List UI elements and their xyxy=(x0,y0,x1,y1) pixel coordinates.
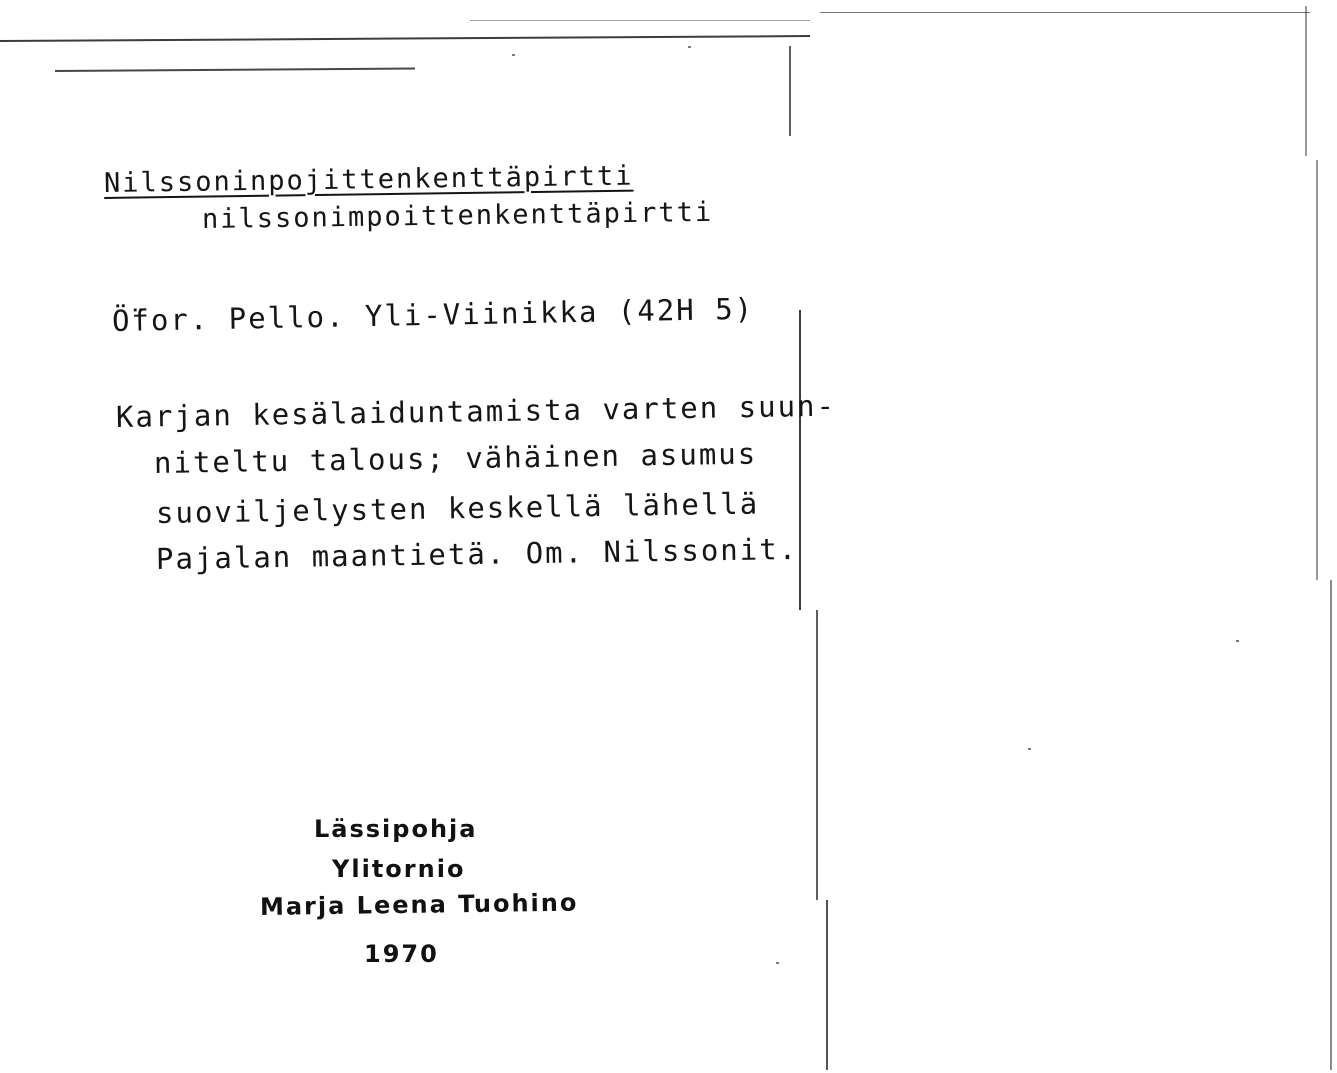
description-line: suoviljelysten keskellä lähellä xyxy=(155,486,760,530)
scan-speck xyxy=(688,46,691,48)
scan-speck xyxy=(776,962,779,964)
scan-top-edge-mid xyxy=(470,20,810,21)
credit-municipality: Ylitornio xyxy=(332,855,466,883)
card-top-edge xyxy=(0,35,810,42)
scan-speck xyxy=(1236,640,1239,642)
credit-collector: Marja Leena Tuohino xyxy=(259,888,579,921)
place-name-phonetic: nilssonimpoittenkenttäpirtti xyxy=(201,196,714,235)
credit-village: Lässipohja xyxy=(314,815,478,843)
scan-right-edge-top xyxy=(1305,6,1307,156)
description-line: Karjan kesälaiduntamista varten suun- xyxy=(115,388,837,434)
card-right-edge-bottom xyxy=(826,900,828,1070)
place-name-title: Nilssoninpojittenkenttäpirtti xyxy=(103,160,634,199)
scan-speck xyxy=(512,54,515,56)
description-line: Pajalan maantietä. Om. Nilssonit. xyxy=(155,531,799,576)
location-line: Ö̈for. Pello. Yli-Viinikka (42H 5) xyxy=(111,291,755,338)
scan-right-edge-mid xyxy=(1316,160,1318,580)
scan-top-edge-right xyxy=(820,12,1310,13)
card-right-edge-top xyxy=(789,46,791,136)
scan-speck xyxy=(1028,748,1031,750)
card-top-edge-inner xyxy=(55,67,415,72)
credit-year: 1970 xyxy=(364,940,439,968)
scan-right-edge-bottom xyxy=(1330,580,1332,1070)
description-line: niteltu talous; vähäinen asumus xyxy=(153,436,758,480)
card-right-edge-lower xyxy=(816,610,818,900)
card-right-edge xyxy=(799,310,801,610)
